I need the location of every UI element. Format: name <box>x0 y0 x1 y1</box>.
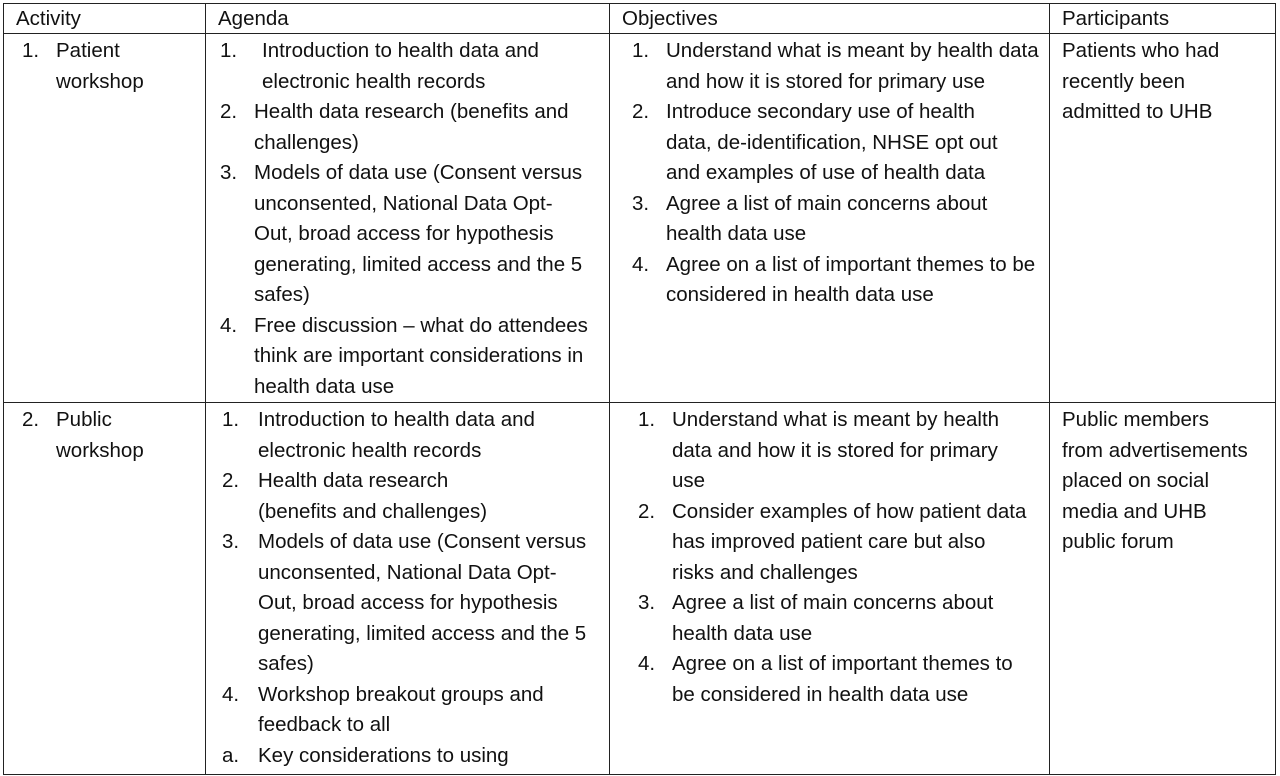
participants-cell <box>1050 403 1276 775</box>
list-item: 4. Free discussion – what do attendees think are important considerations in health data use <box>220 313 588 398</box>
list-item: 4. Agree on a list of important themes to be considered in health data use <box>632 252 1036 306</box>
table-row <box>4 403 1276 775</box>
list-item: 1. Understand what is meant by health data and how it is stored for primary use <box>632 39 1039 93</box>
list-item: 1. Introduction to health data and electronic health records <box>222 408 535 462</box>
objectives-cell <box>610 403 1050 775</box>
list-item: 3. Agree a list of main concerns about health data use <box>632 191 988 245</box>
workshop-table <box>3 3 1276 775</box>
activity-number: 2. <box>22 408 40 431</box>
activity-name: Patient workshop <box>56 39 144 93</box>
agenda-cell <box>206 34 610 403</box>
activity-cell <box>4 403 206 775</box>
header-row <box>4 4 1276 34</box>
objectives-cell <box>610 34 1050 403</box>
list-item: 3. Agree a list of main concerns about health data use <box>638 591 994 645</box>
header-participants: Participants <box>1050 4 1276 34</box>
header-activity: Activity <box>4 4 206 34</box>
header-objectives: Objectives <box>610 4 1050 34</box>
list-item: 1. Introduction to health data and electronic health records <box>220 39 539 93</box>
table-row <box>4 34 1276 403</box>
list-item: 3. Models of data use (Consent versus unconsented, National Data Opt-Out, broad access for hypothesis generating, limited access and the 5 safes) <box>220 161 583 306</box>
list-item: 2. Health data research (benefits and challenges) <box>222 469 488 523</box>
activity-name: Public workshop <box>56 408 144 462</box>
activity-number: 1. <box>22 39 40 62</box>
agenda-cell <box>206 403 610 775</box>
list-item: 1. Understand what is meant by health data and how it is stored for primary use <box>638 408 1000 492</box>
list-item: 3. Models of data use (Consent versus unconsented, National Data Opt-Out, broad access for hypothesis generating, limited access and the 5 safes) <box>222 530 587 675</box>
participants-cell <box>1050 34 1276 403</box>
header-agenda: Agenda <box>206 4 610 34</box>
participants-text: Public members from advertisements placed on social media and UHB public forum <box>1062 408 1248 553</box>
list-item: 2. Health data research (benefits and challenges) <box>220 100 569 154</box>
activity-cell <box>4 34 206 403</box>
participants-text: Patients who had recently been admitted to UHB <box>1062 39 1220 123</box>
list-item: 4. Agree on a list of important themes to be considered in health data use <box>638 652 1013 706</box>
list-item: 2. Consider examples of how patient data has improved patient care but also risks and challenges <box>638 499 1027 584</box>
list-item: 4. Workshop breakout groups and feedback to all <box>222 682 544 736</box>
list-item: a. Key considerations to using <box>222 743 509 767</box>
list-item: 2. Introduce secondary use of health data, de-identification, NHSE opt out and examples of use of health data <box>632 100 998 184</box>
